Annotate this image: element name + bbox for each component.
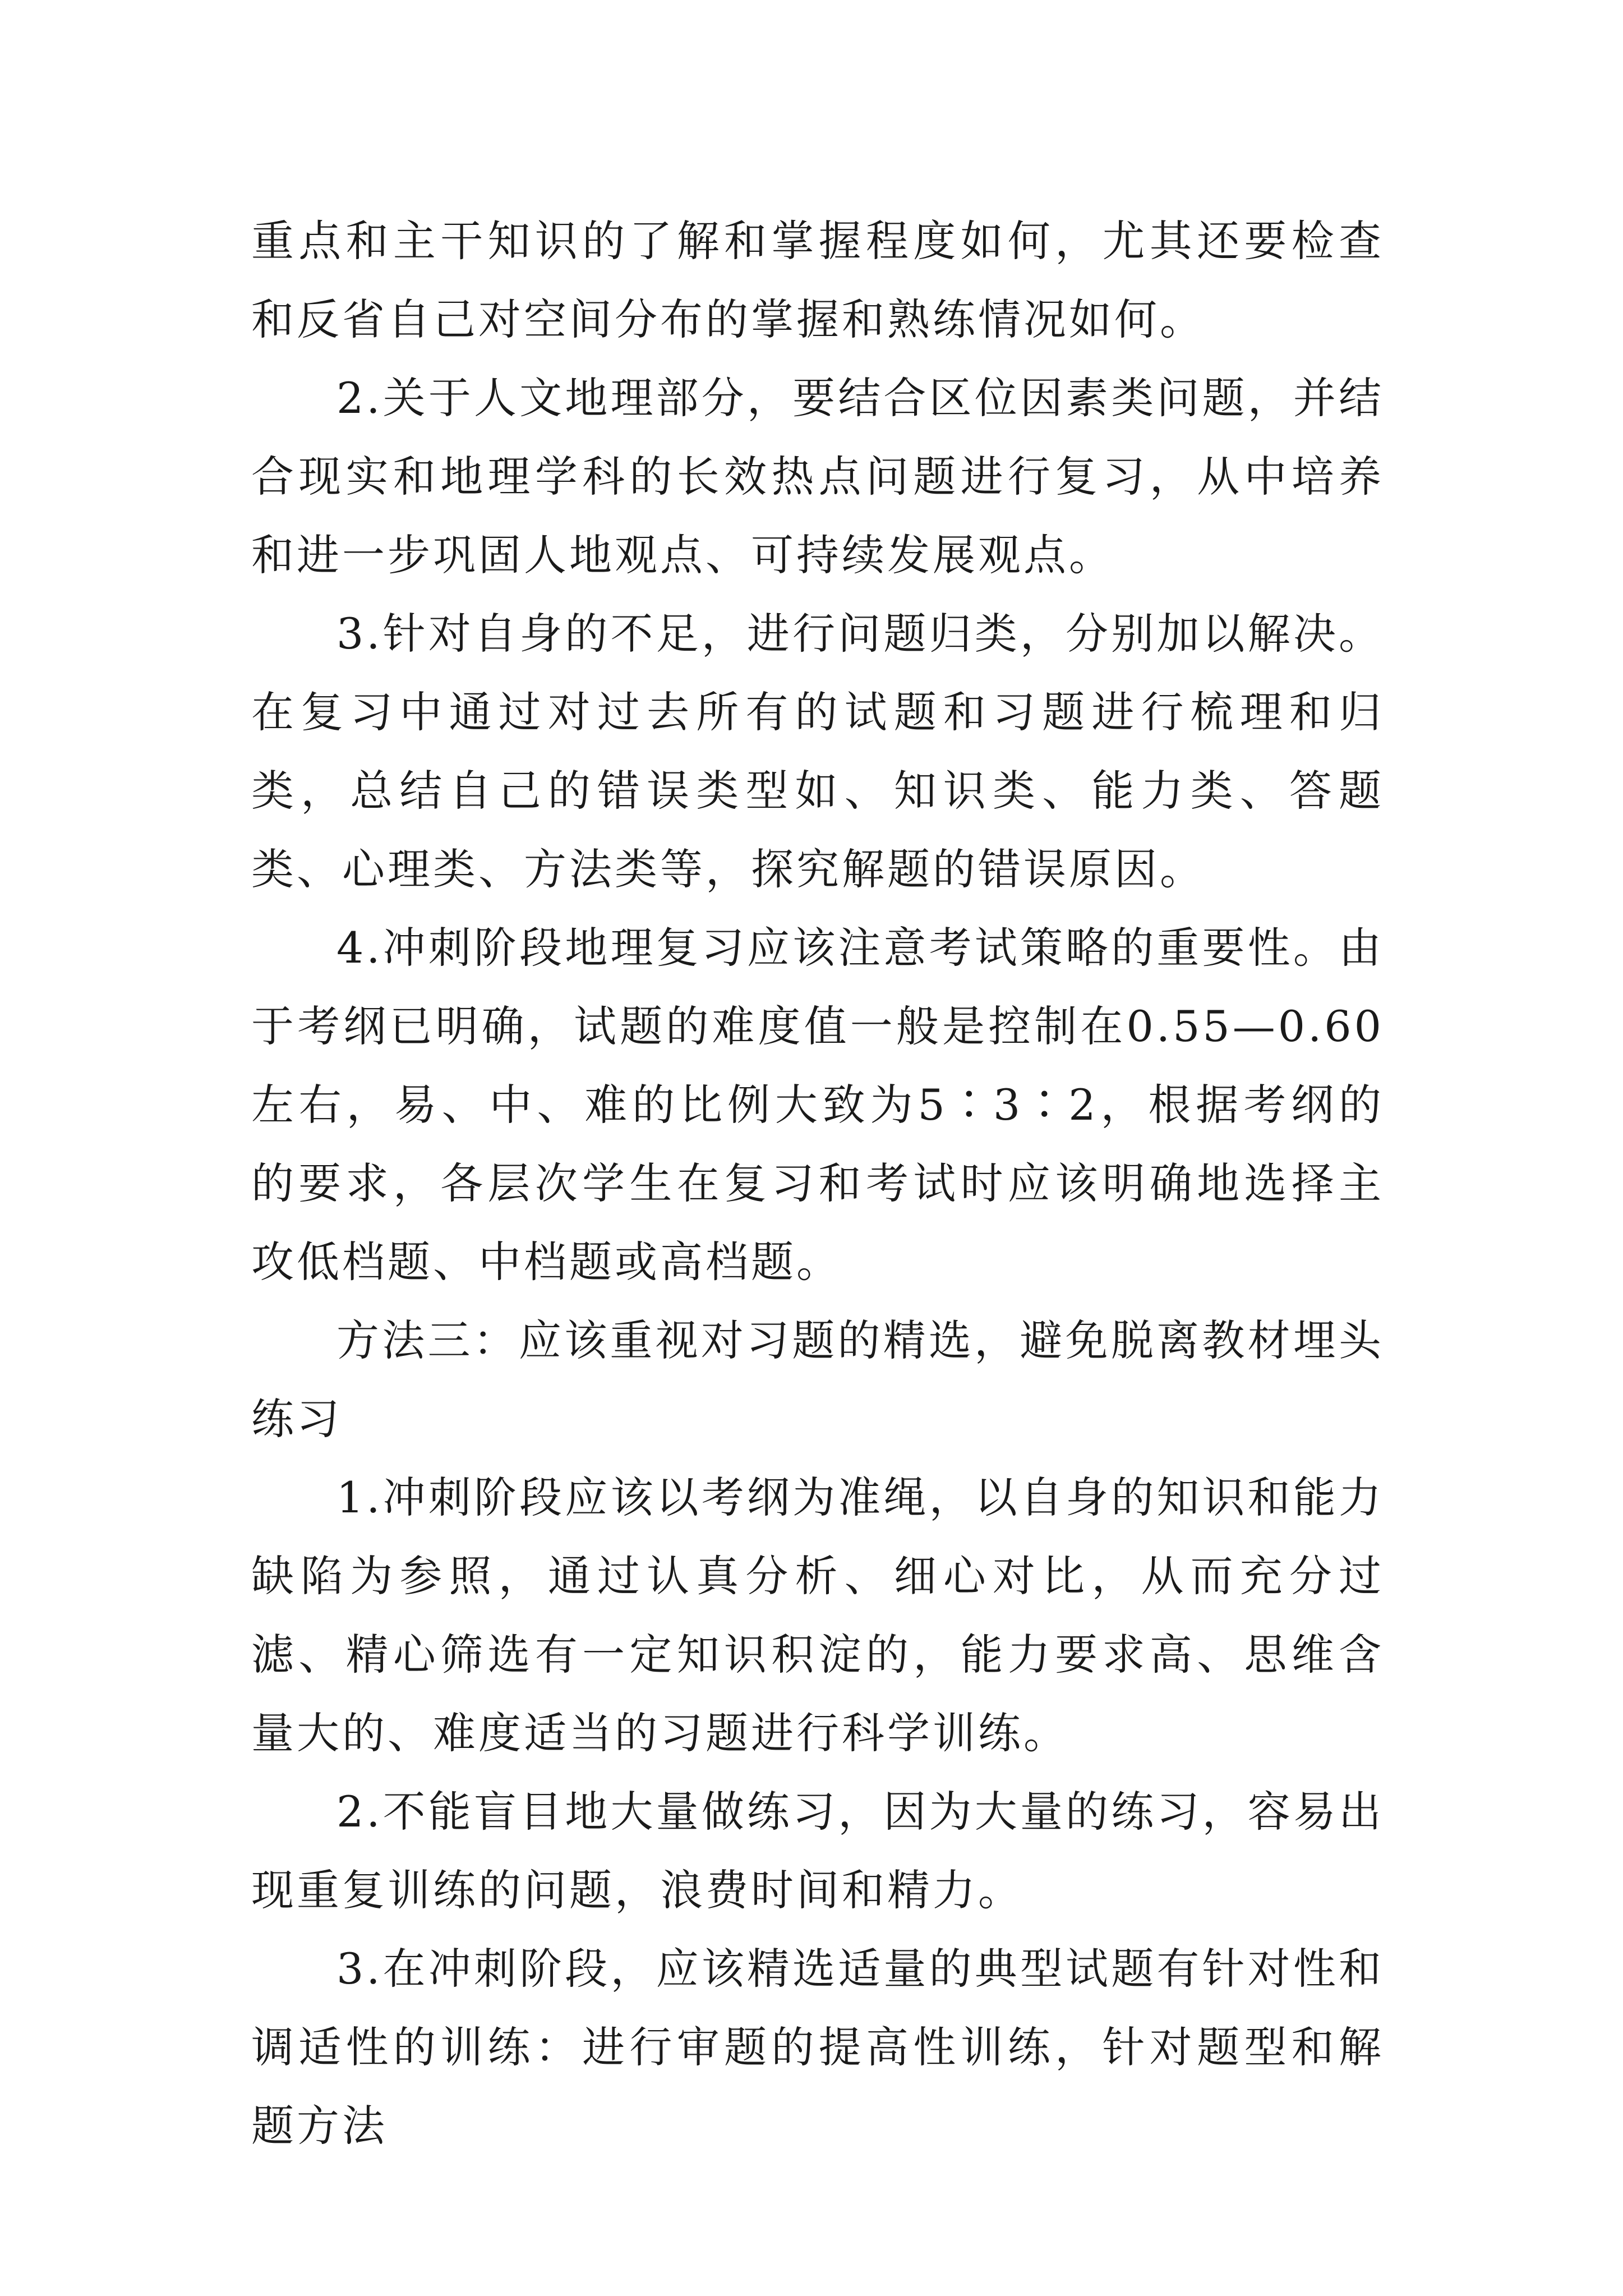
paragraph-item-4-exam-strategy: 4.冲刺阶段地理复习应该注意考试策略的重要性。由于考纲已明确，试题的难度值一般是控制在0.55—0.60左右，易、中、难的比例大致为5∶3∶2，根据考纲的的要求，各层次学生在复习和考试时应该明确地选择主攻低档题、中档题或高档题。 — [251, 923, 1384, 1287]
section-heading-method-three: 方法三：应该重视对习题的精选，避免脱离教材埋头练习 — [251, 1315, 1384, 1444]
paragraph-item-3-weakness-classification: 3.针对自身的不足，进行问题归类，分别加以解决。在复习中通过对过去所有的试题和习题进行梳理和归类，总结自己的错误类型如、知识类、能力类、答题类、心理类、方法类等，探究解题的错误原因。 — [251, 609, 1384, 894]
paragraph-item-2-human-geography: 2.关于人文地理部分，要结合区位因素类问题，并结合现实和地理学科的长效热点问题进行复习，从中培养和进一步巩固人地观点、可持续发展观点。 — [251, 373, 1384, 580]
paragraph-item-3-typical-questions: 3.在冲刺阶段，应该精选适量的典型试题有针对性和调适性的训练：进行审题的提高性训练，针对题型和解题方法 — [251, 1944, 1384, 2151]
paragraph-item-1-syllabus: 1.冲刺阶段应该以考纲为准绳，以自身的知识和能力缺陷为参照，通过认真分析、细心对比，从而充分过滤、精心筛选有一定知识积淀的，能力要求高、思维含量大的、难度适当的习题进行科学训练。 — [251, 1473, 1384, 1758]
body-text — [251, 202, 1384, 2165]
paragraph-continuation: 重点和主干知识的了解和掌握程度如何，尤其还要检查和反省自己对空间分布的掌握和熟练情况如何。 — [251, 216, 1384, 344]
paragraph-item-2-avoid-excess-practice: 2.不能盲目地大量做练习，因为大量的练习，容易出现重复训练的问题，浪费时间和精力。 — [251, 1787, 1384, 1915]
